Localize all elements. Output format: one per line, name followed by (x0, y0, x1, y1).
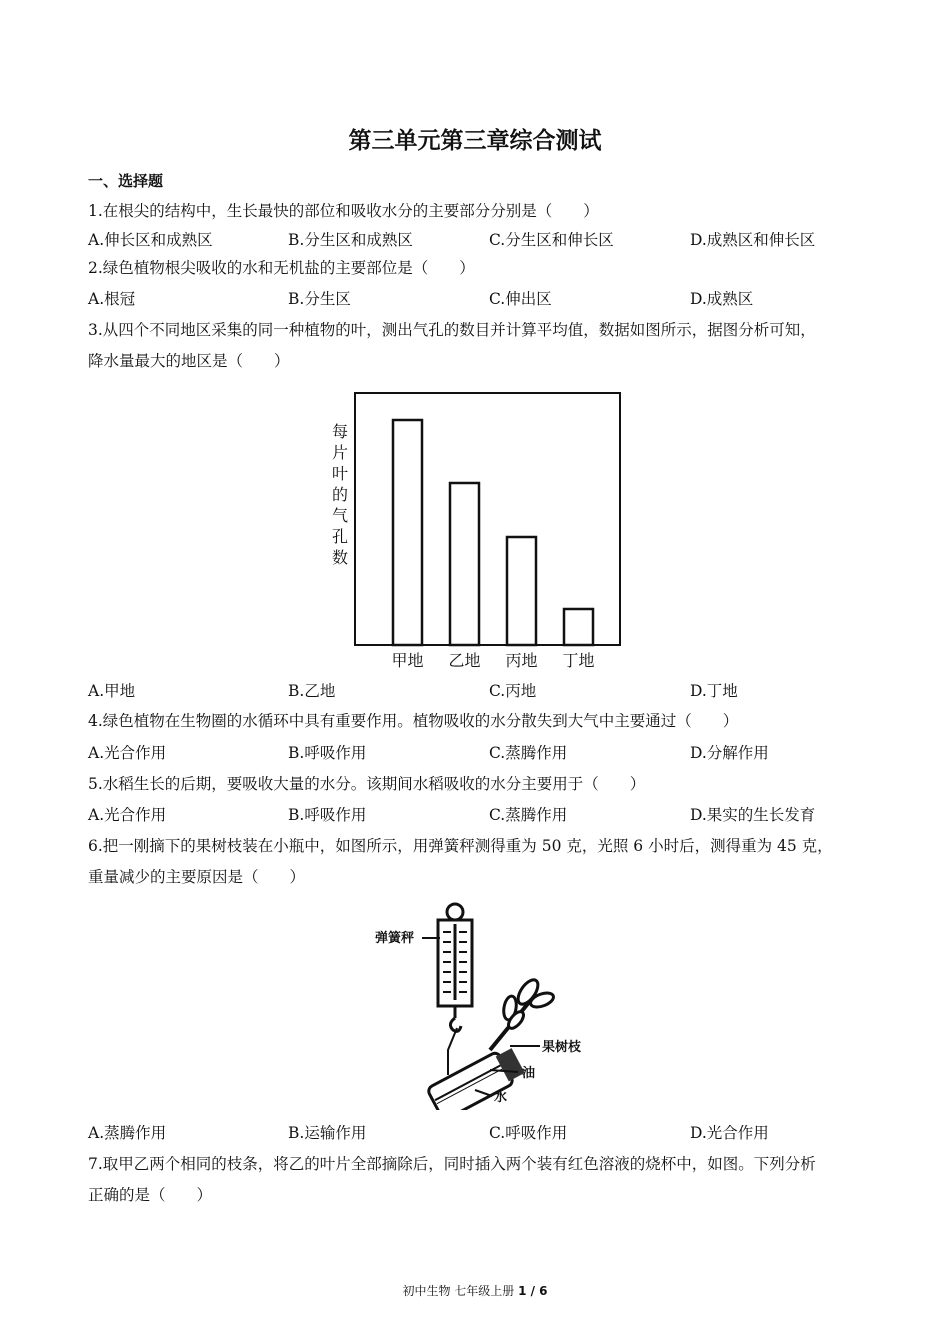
stomata-bar-chart (320, 385, 630, 675)
q6-option-b: B.运输作用 (288, 1124, 367, 1142)
page-footer (0, 1282, 950, 1299)
q5-option-d: D.果实的生长发育 (690, 806, 816, 824)
x-tick-label-4: 丁地 (562, 651, 595, 670)
hanging-string (448, 1028, 457, 1075)
spring-scale-figure (360, 900, 600, 1110)
scale-ring (447, 904, 463, 920)
question-1-stem: 1.在根尖的结构中，生长最快的部位和吸收水分的主要部分分别是（ ） (88, 202, 599, 220)
question-4-stem: 4.绿色植物在生物圈的水循环中具有重要作用。植物吸收的水分散失到大气中主要通过（ ） (88, 712, 739, 730)
x-tick-label-1: 甲地 (391, 651, 424, 670)
label-oil: 油 (522, 1066, 536, 1081)
question-7-stem-line2: 正确的是（ ） (88, 1186, 213, 1204)
q5-option-a: A.光合作用 (88, 806, 167, 824)
q5-option-b: B.呼吸作用 (288, 806, 367, 824)
q4-option-a: A.光合作用 (88, 744, 167, 762)
section-heading: 一、选择题 (88, 172, 164, 190)
q1-option-a: A.伸长区和成熟区 (88, 231, 213, 249)
q1-option-c: C.分生区和伸长区 (489, 231, 614, 249)
bar-3 (507, 537, 536, 645)
x-tick-label-3: 丙地 (505, 651, 538, 670)
y-axis-label: 每片叶的气孔数 (331, 422, 349, 567)
question-3-stem-line2: 降水量最大的地区是（ ） (88, 352, 290, 370)
x-tick-label-2: 乙地 (448, 651, 481, 670)
q4-option-d: D.分解作用 (690, 744, 769, 762)
footer-text: 初中生物 七年级上册 (402, 1284, 519, 1298)
question-3-stem-line1: 3.从四个不同地区采集的同一种植物的叶，测出气孔的数目并计算平均值，数据如图所示，据图分析可知， (88, 321, 816, 339)
page-title: 第三单元第三章综合测试 (348, 128, 602, 154)
q4-option-c: C.蒸腾作用 (489, 744, 568, 762)
bar-1 (393, 420, 422, 645)
q1-option-d: D.成熟区和伸长区 (690, 231, 816, 249)
page-number: 1 / 6 (518, 1284, 548, 1298)
question-5-stem: 5.水稻生长的后期，要吸收大量的水分。该期间水稻吸收的水分主要用于（ ） (88, 775, 646, 793)
question-2-stem: 2.绿色植物根尖吸收的水和无机盐的主要部位是（ ） (88, 259, 475, 277)
label-fruit-branch: 果树枝 (542, 1040, 582, 1055)
question-6-stem-line1: 6.把一刚摘下的果树枝装在小瓶中，如图所示，用弹簧秤测得重为 50 克，光照 6 小时后，测得重为 45 克， (88, 837, 833, 855)
bar-2 (450, 483, 479, 645)
q2-option-d: D.成熟区 (690, 290, 754, 308)
label-water: 水 (494, 1090, 508, 1105)
question-6-stem-line2: 重量减少的主要原因是（ ） (88, 868, 306, 886)
q3-option-d: D.丁地 (690, 682, 738, 700)
q2-option-a: A.根冠 (88, 290, 136, 308)
q6-option-a: A.蒸腾作用 (88, 1124, 167, 1142)
q3-option-b: B.乙地 (288, 682, 336, 700)
q5-option-c: C.蒸腾作用 (489, 806, 568, 824)
q2-option-c: C.伸出区 (489, 290, 552, 308)
q3-option-c: C.丙地 (489, 682, 537, 700)
q1-option-b: B.分生区和成熟区 (288, 231, 413, 249)
question-7-stem-line1: 7.取甲乙两个相同的枝条，将乙的叶片全部摘除后，同时插入两个装有红色溶液的烧杯中，如图。下列分析 (88, 1155, 816, 1173)
q3-option-a: A.甲地 (88, 682, 136, 700)
q6-option-c: C.呼吸作用 (489, 1124, 568, 1142)
q6-option-d: D.光合作用 (690, 1124, 769, 1142)
q4-option-b: B.呼吸作用 (288, 744, 367, 762)
q2-option-b: B.分生区 (288, 290, 351, 308)
label-spring-scale: 弹簧秤 (375, 931, 415, 946)
bar-4 (564, 609, 593, 645)
